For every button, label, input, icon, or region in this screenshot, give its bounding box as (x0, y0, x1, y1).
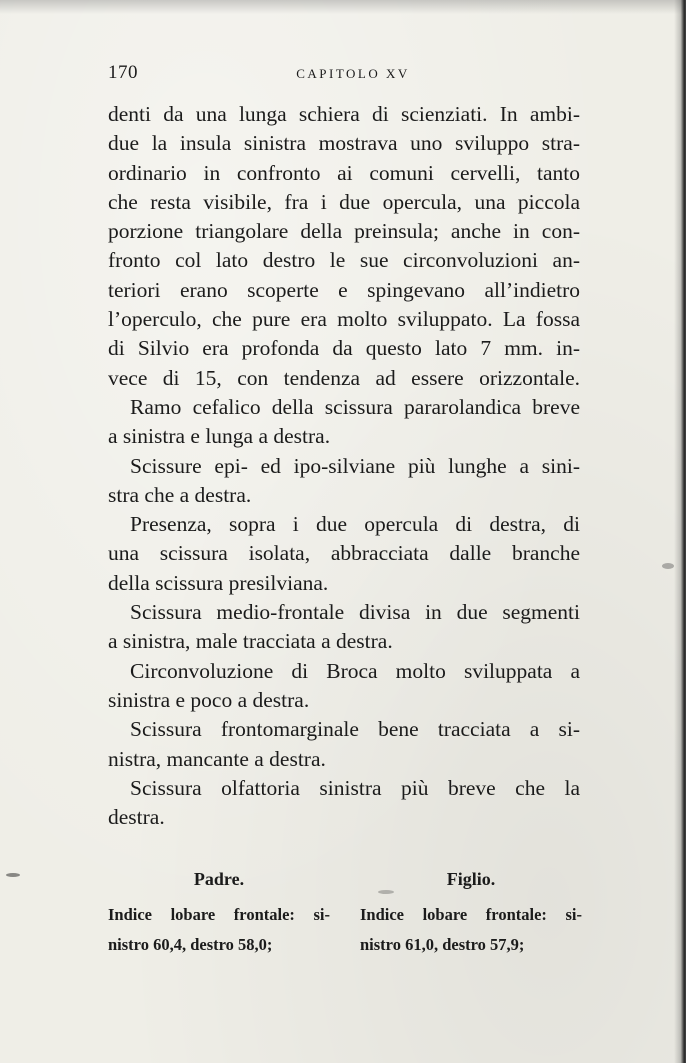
text-line: Circonvoluzione di Broca molto sviluppata a (130, 658, 580, 683)
text-line: sinistra e poco a destra. (108, 687, 310, 712)
text-line: Scissura medio-frontale divisa in due segmenti (130, 600, 580, 625)
text-line: a sinistra e lunga a destra. (108, 424, 331, 449)
text-line: due la insula sinistra mostrava uno sviluppo stra- (108, 131, 580, 156)
father-heading: Padre. (193, 869, 245, 889)
text-line: a sinistra, male tracciata a destra. (108, 629, 393, 654)
text-line: teriori erano scoperte e spingevano all’indietro (108, 277, 580, 302)
text-line: ordinario in confronto ai comuni cervelli, tanto (108, 160, 580, 185)
text-line: Presenza, sopra i due opercula di destra, di (130, 512, 580, 537)
running-title: CAPITOLO XV (296, 66, 410, 81)
page-top-shadow (0, 0, 686, 14)
body-text (108, 100, 580, 832)
text-line: che resta visibile, fra i due opercula, una piccola (108, 189, 580, 214)
ink-speck (378, 890, 394, 894)
son-column (360, 868, 582, 960)
text-line: Scissure epi- ed ipo-silviane più lunghe a sini- (130, 453, 580, 478)
text-line: nistra, mancante a destra. (108, 746, 326, 771)
text-line: fronto col lato destro le sue circonvoluzioni an- (108, 248, 580, 273)
ink-speck (6, 873, 20, 877)
text-line: Scissura olfattoria sinistra più breve che la (130, 775, 580, 800)
page-number: 170 (108, 62, 138, 83)
page-binding-edge (674, 0, 686, 1063)
son-index-line: Indice lobare frontale: si- (360, 905, 582, 924)
text-line: stra che a destra. (108, 482, 252, 507)
running-header (108, 62, 578, 88)
father-column (108, 868, 330, 960)
text-line: porzione triangolare della preinsula; anche in con- (108, 219, 580, 244)
text-line: Ramo cefalico della scissura pararolandica breve (130, 394, 580, 419)
text-line: vece di 15, con tendenza ad essere orizzontale. (108, 365, 580, 390)
text-line: denti da una lunga schiera di scienziati. In ambi- (108, 102, 580, 126)
comparison-columns (108, 868, 586, 958)
father-index-line: Indice lobare frontale: si- (108, 905, 330, 924)
father-index-values: nistro 60,4, destro 58,0; (108, 935, 273, 954)
ink-speck (662, 563, 674, 569)
text-line: destra. (108, 805, 165, 830)
text-line: della scissura presilviana. (108, 570, 329, 595)
text-line: di Silvio era profonda da questo lato 7 mm. in- (108, 336, 580, 361)
son-index-values: nistro 61,0, destro 57,9; (360, 935, 525, 954)
son-heading: Figlio. (446, 869, 496, 889)
text-line: l’operculo, che pure era molto sviluppato. La fossa (108, 307, 580, 332)
text-line: una scissura isolata, abbracciata dalle branche (108, 541, 580, 566)
text-line: Scissura frontomarginale bene tracciata a si- (130, 717, 580, 742)
